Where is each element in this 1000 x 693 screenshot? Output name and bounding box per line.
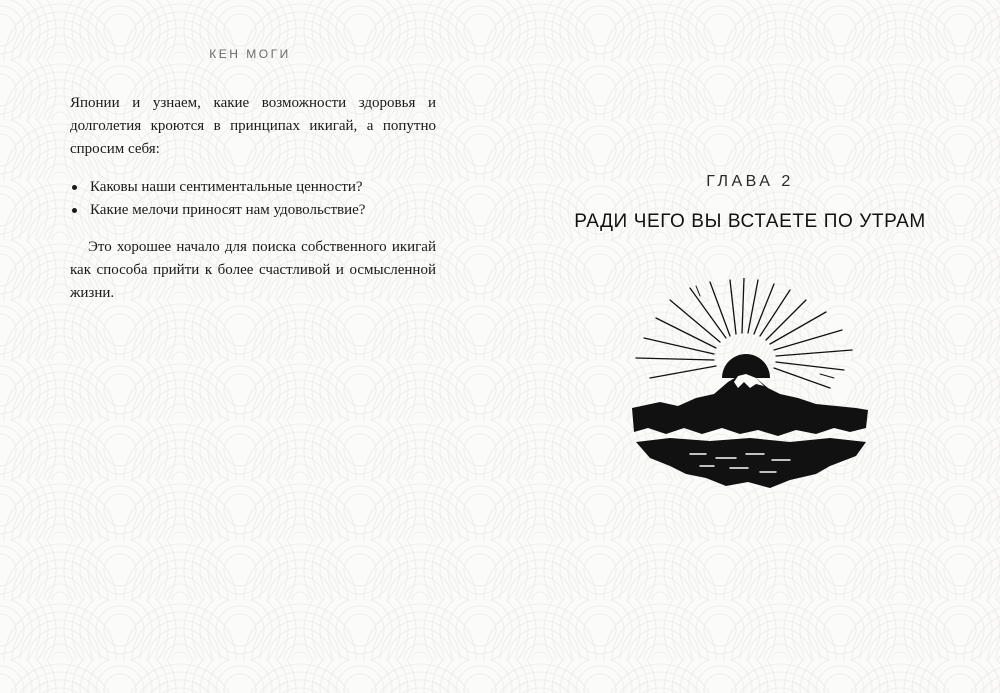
running-head-author: КЕН МОГИ [209, 47, 291, 61]
right-page [500, 0, 1000, 693]
bullet-text: Какие мелочи приносят нам удовольствие? [90, 202, 366, 218]
chapter-title: РАДИ ЧЕГО ВЫ ВСТАЕТЕ ПО УТРАМ [574, 211, 926, 232]
bullet-dot-icon [72, 185, 77, 190]
lake-reflection [636, 438, 866, 488]
chapter-label: ГЛАВА 2 [706, 173, 794, 190]
bullet-dot-icon [72, 208, 77, 213]
bullet-text: Каковы наши сентиментальные ценности? [90, 179, 363, 195]
bullet-item [70, 176, 436, 199]
sunrise-over-mountain-icon [630, 278, 870, 498]
bullet-list [70, 176, 436, 222]
paragraph-closing: Это хорошее начало для поиска собственного икигай как способа прийти к более счастливой и осмысленной жизни. [70, 239, 436, 301]
paragraph-continued: Японии и узнаем, какие возможности здоровья и долголетия кроются в принципах икигай, а попутно спросим себя: [70, 95, 436, 157]
bullet-item [70, 199, 436, 222]
body-text [70, 92, 436, 305]
